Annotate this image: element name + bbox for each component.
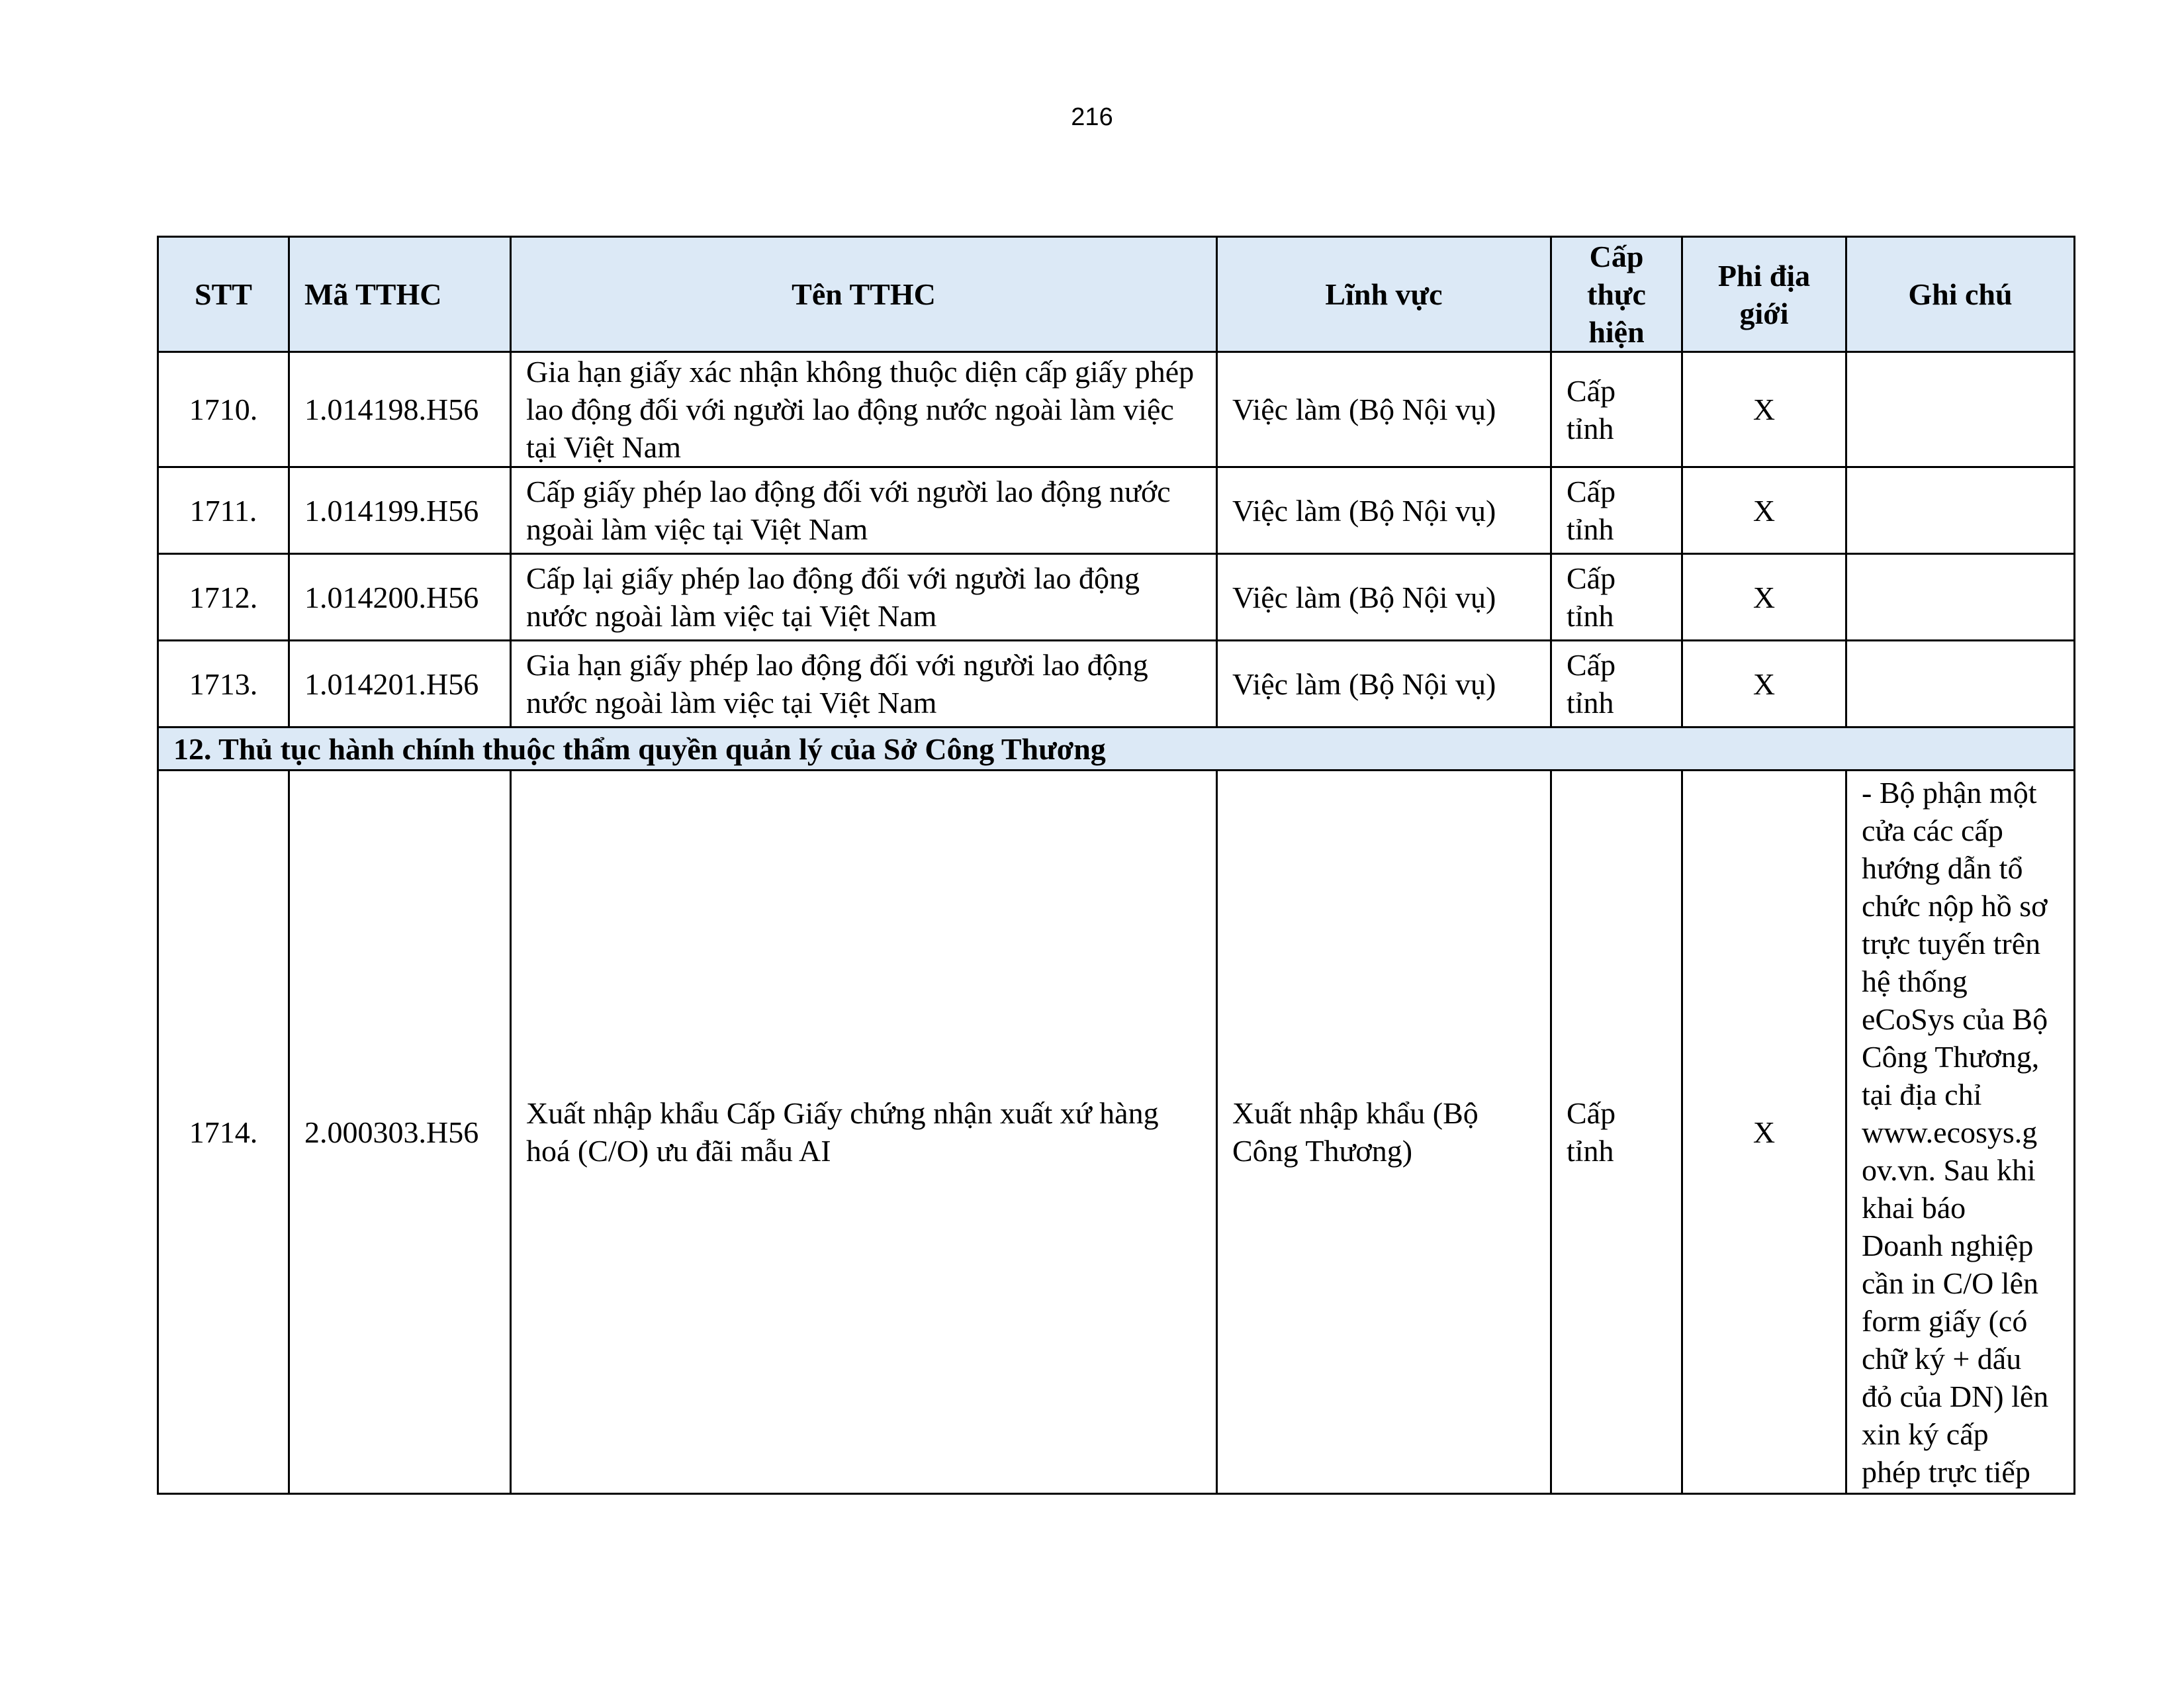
cell-phi-dia-gioi: X	[1682, 771, 1846, 1494]
header-phi-dia-gioi: Phi địa giới	[1682, 237, 1846, 352]
cell-ma-tthc: 1.014201.H56	[289, 641, 511, 727]
table-row	[158, 554, 2075, 641]
cell-stt: 1712.	[158, 554, 289, 641]
cell-cap-thuc-hien: Cấp tỉnh	[1551, 641, 1682, 727]
cell-stt: 1711.	[158, 467, 289, 554]
cell-ma-tthc: 1.014200.H56	[289, 554, 511, 641]
cell-ten-tthc: Gia hạn giấy phép lao động đối với người lao động nước ngoài làm việc tại Việt Nam	[511, 641, 1217, 727]
cell-phi-dia-gioi: X	[1682, 467, 1846, 554]
table-row	[158, 641, 2075, 727]
header-ghi-chu: Ghi chú	[1846, 237, 2075, 352]
cell-cap-thuc-hien: Cấp tỉnh	[1551, 554, 1682, 641]
cell-cap-thuc-hien: Cấp tỉnh	[1551, 467, 1682, 554]
cell-phi-dia-gioi: X	[1682, 641, 1846, 727]
cell-ten-tthc: Cấp giấy phép lao động đối với người lao động nước ngoài làm việc tại Việt Nam	[511, 467, 1217, 554]
cell-ma-tthc: 1.014198.H56	[289, 352, 511, 467]
cell-phi-dia-gioi: X	[1682, 352, 1846, 467]
cell-linh-vuc: Việc làm (Bộ Nội vụ)	[1217, 467, 1551, 554]
header-ten-tthc: Tên TTHC	[511, 237, 1217, 352]
table-row	[158, 352, 2075, 467]
cell-ten-tthc: Cấp lại giấy phép lao động đối với người lao động nước ngoài làm việc tại Việt Nam	[511, 554, 1217, 641]
table-row	[158, 467, 2075, 554]
cell-linh-vuc: Việc làm (Bộ Nội vụ)	[1217, 554, 1551, 641]
cell-ten-tthc: Gia hạn giấy xác nhận không thuộc diện cấp giấy phép lao động đối với người lao động nước ngoài làm việc tại Việt Nam	[511, 352, 1217, 467]
cell-ma-tthc: 2.000303.H56	[289, 771, 511, 1494]
cell-stt: 1710.	[158, 352, 289, 467]
cell-ghi-chu	[1846, 352, 2075, 467]
table-header-row	[158, 237, 2075, 352]
cell-ghi-chu	[1846, 554, 2075, 641]
header-linh-vuc: Lĩnh vực	[1217, 237, 1551, 352]
header-cap-thuc-hien: Cấp thực hiện	[1551, 237, 1682, 352]
cell-ghi-chu	[1846, 467, 2075, 554]
cell-linh-vuc: Xuất nhập khẩu (Bộ Công Thương)	[1217, 771, 1551, 1494]
section-heading-row	[158, 727, 2075, 771]
cell-cap-thuc-hien: Cấp tỉnh	[1551, 771, 1682, 1494]
cell-linh-vuc: Việc làm (Bộ Nội vụ)	[1217, 641, 1551, 727]
page-number: 216	[1071, 103, 1113, 131]
cell-ghi-chu	[1846, 641, 2075, 727]
cell-cap-thuc-hien: Cấp tỉnh	[1551, 352, 1682, 467]
cell-phi-dia-gioi: X	[1682, 554, 1846, 641]
cell-ma-tthc: 1.014199.H56	[289, 467, 511, 554]
header-ma-tthc: Mã TTHC	[289, 237, 511, 352]
cell-stt: 1713.	[158, 641, 289, 727]
table-row	[158, 771, 2075, 1494]
cell-stt: 1714.	[158, 771, 289, 1494]
cell-linh-vuc: Việc làm (Bộ Nội vụ)	[1217, 352, 1551, 467]
header-stt: STT	[158, 237, 289, 352]
note-text: - Bộ phận một cửa các cấp hướng dẫn tổ chức nộp hồ sơ trực tuyến trên hệ thống eCoSys của Bộ Công Thương, tại địa chỉ www.ecosys.g ov.vn. Sau khi khai báo Doanh nghiệp cần in C/O lên form giấy (có chữ ký + dấu đỏ của DN) lên xin ký cấp phép trực tiếp	[1862, 775, 2049, 1489]
cell-ghi-chu	[1846, 771, 2075, 1494]
section-heading: 12. Thủ tục hành chính thuộc thẩm quyền quản lý của Sở Công Thương	[158, 727, 2075, 771]
procedure-table	[157, 236, 2075, 1495]
cell-ten-tthc: Xuất nhập khẩu Cấp Giấy chứng nhận xuất xứ hàng hoá (C/O) ưu đãi mẫu AI	[511, 771, 1217, 1494]
